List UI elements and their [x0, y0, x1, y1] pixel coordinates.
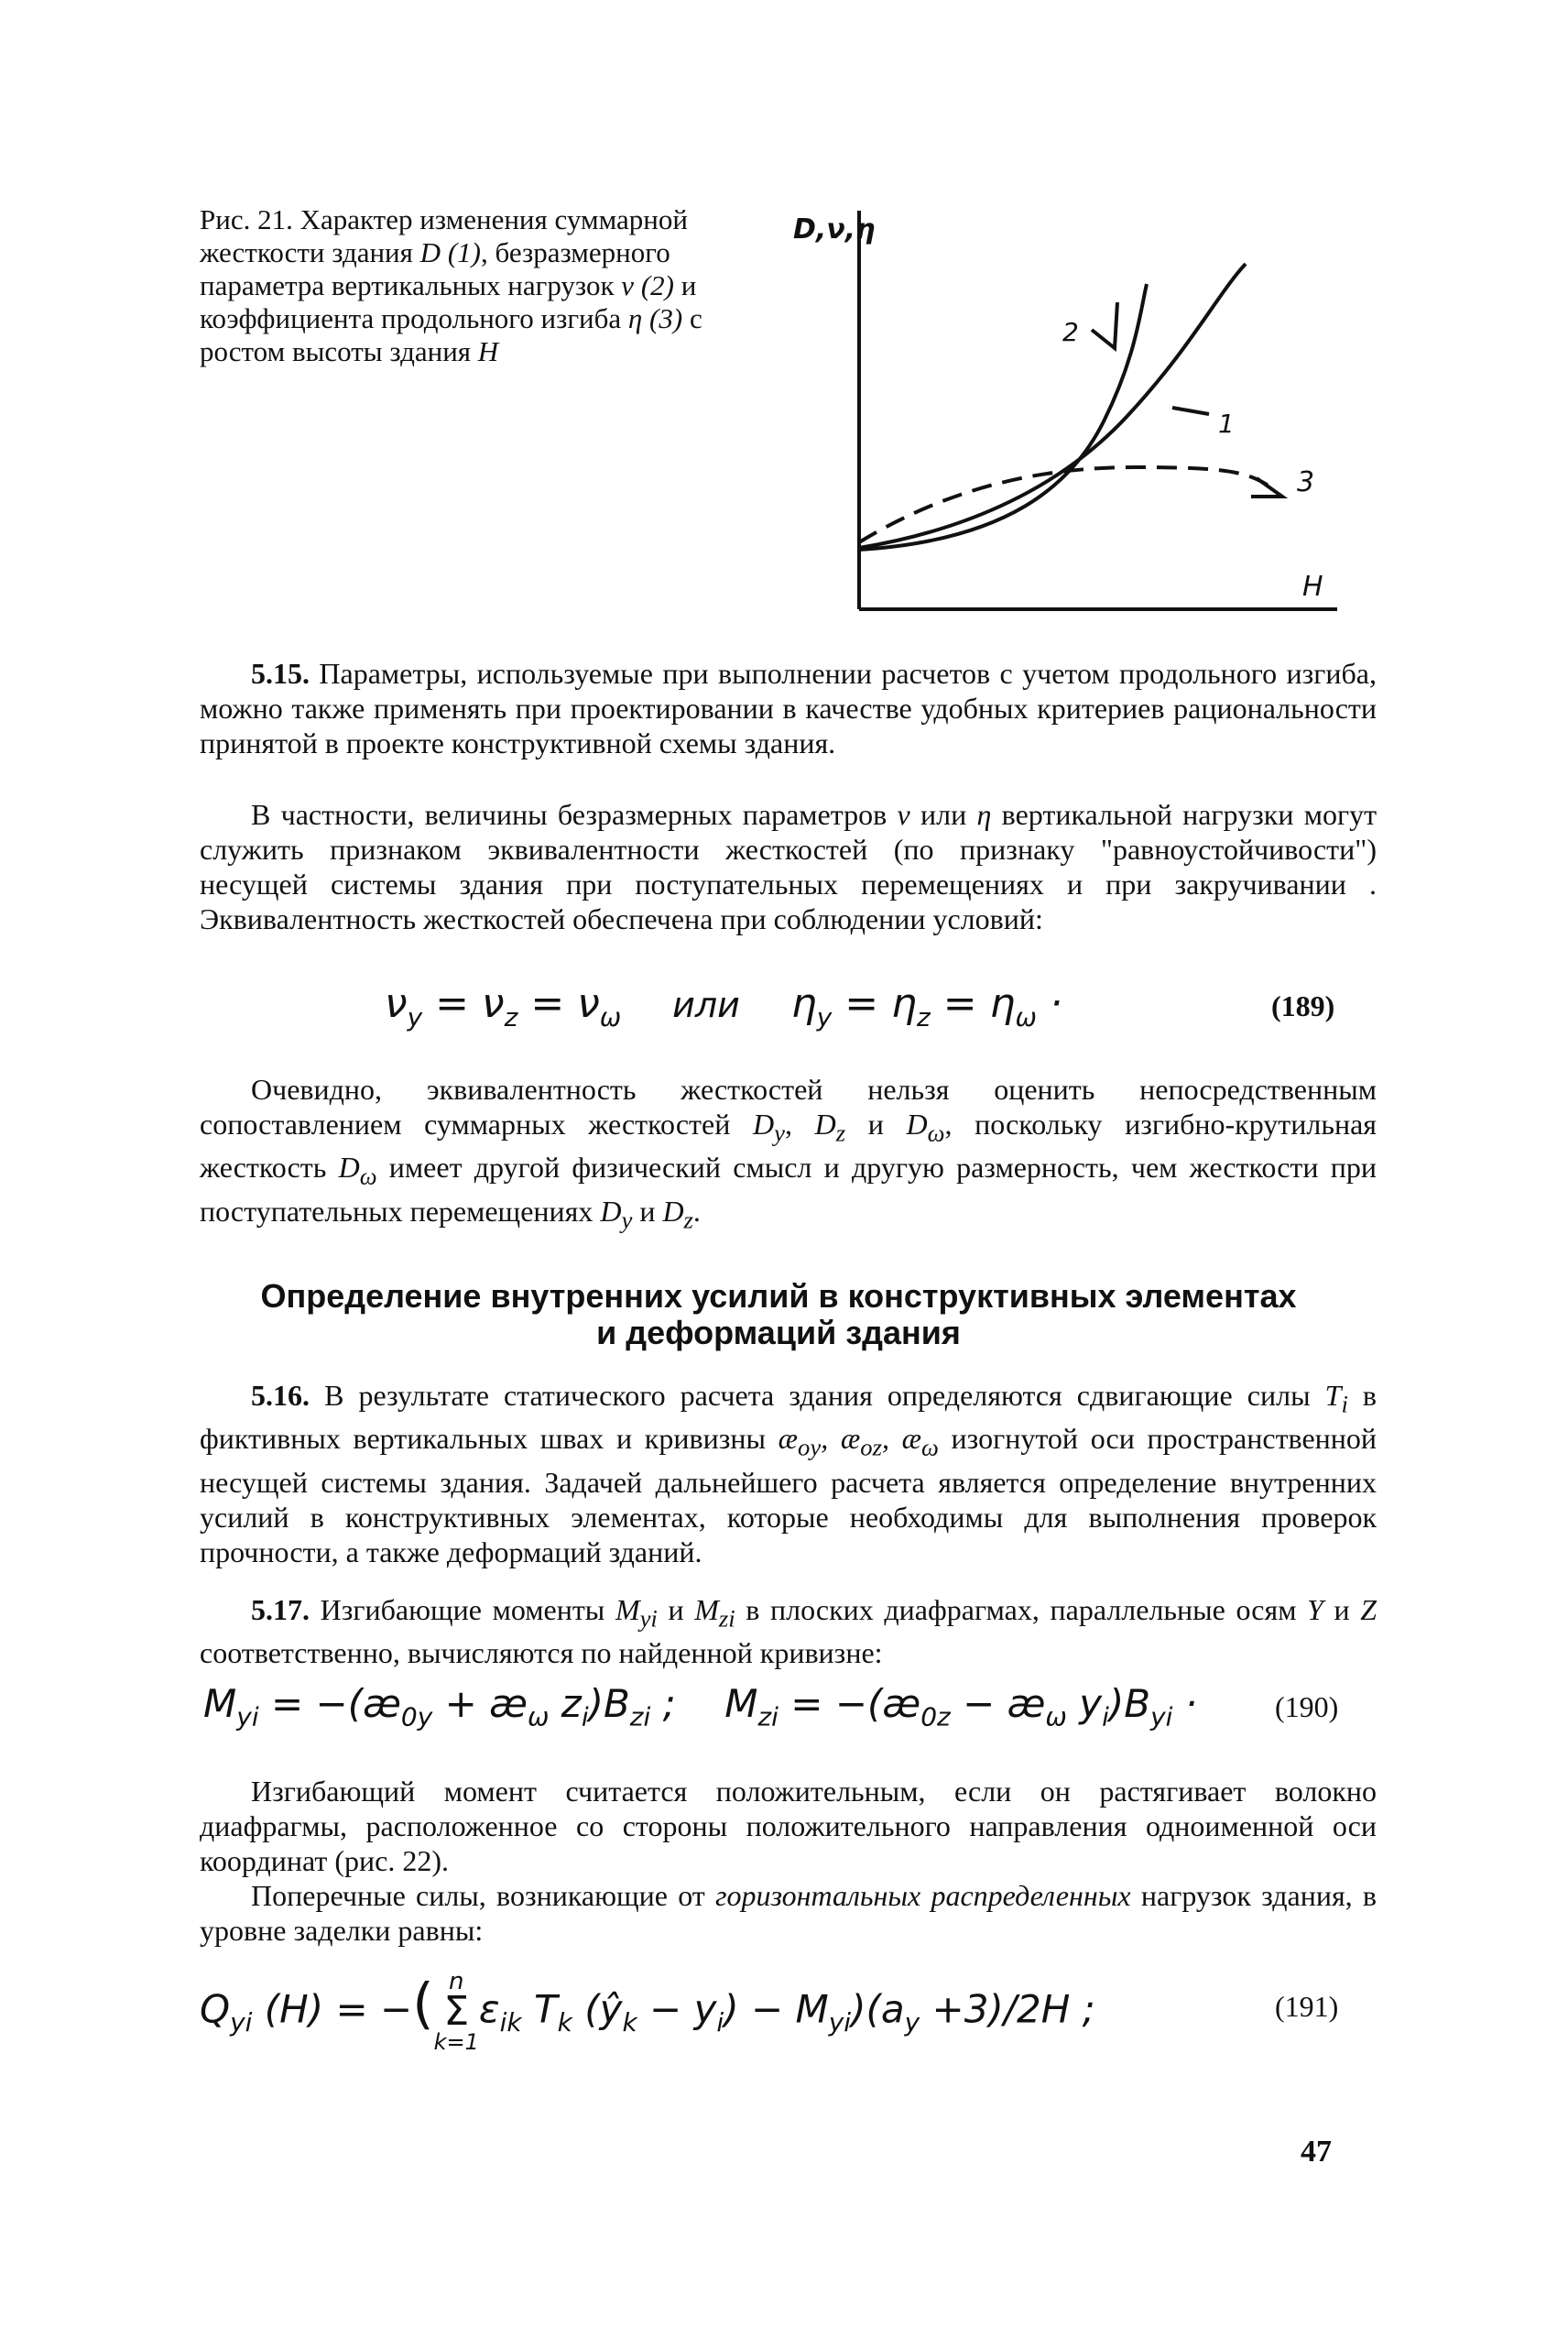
stiffness-graph — [788, 192, 1374, 632]
equation-number-191: (191) — [1275, 1990, 1339, 2023]
curve-label-2: 2 — [1062, 317, 1079, 347]
curve-label-3: 3 — [1297, 466, 1315, 498]
equation-number-190: (190) — [1275, 1690, 1339, 1723]
page-number: 47 — [1301, 2135, 1332, 2169]
paragraph-bending-sign: Изгибающий момент считается положительным, если он растягивает волокно диафрагмы, расположенное со стороны положительного направления одноименной оси координат (рис. 22). — [200, 1775, 1377, 1877]
leader-1 — [1172, 408, 1209, 414]
paragraph-5-17: 5.17. Изгибающие моменты $M_{yi}$ и $M_{zi}$ в плоских диафрагмах, параллельные осям Y и Z соответственно, вычисляются по найденной кривизне: — [200, 1593, 1377, 1670]
figure-label: Рис. 21. — [200, 203, 293, 235]
equation-191: $Q_{yi}$ (H) = −( n Σ k=1 $\varepsilon_{ik}$ $T_k$ $(ŷ_k - y_i) - M_{yi})(a_y +3)/2H$ ; — [200, 1968, 1095, 2055]
figure-caption: Рис. 21. Характер изменения суммарной жесткости здания D (1), безразмерного параметра вертикальных нагрузок ν (2) и коэффициента продольного изгиба η (3) с ростом высоты здания H — [200, 203, 702, 367]
x-axis-label: H — [1302, 571, 1323, 603]
curve-label-1: 1 — [1218, 409, 1235, 439]
paragraph-obviously: Очевидно, эквивалентность жесткостей нельзя оценить непосредственным сопоставлением суммарных жесткостей $D_y$, $D_z$ и $D_\omega$, поскольку изгибно-крутильная жесткость $D_\omega$ имеет другой физический смысл и другую размерность, чем жесткости при поступательных перемещениях $D_y$ и $D_z$. — [200, 1073, 1377, 1234]
curve-2 — [859, 284, 1147, 550]
section-heading: Определение внутренних усилий в конструктивных элементах и деформаций здания — [260, 1277, 1297, 1351]
paragraph-shear: Поперечные силы, возникающие от горизонтальных распределенных нагрузок здания, в уровне заделки равны: — [200, 1879, 1377, 1947]
leader-2 — [1092, 302, 1117, 348]
paragraph-particular: В частности, величины безразмерных параметров ν или η вертикальной нагрузки могут служить признаком эквивалентности жесткостей (по признаку "равноустойчивости") несущей системы здания при поступательных перемещениях и при закручивании . Эквивалентность жесткостей обеспечена при соблюдении условий: — [200, 798, 1377, 935]
y-axis-label: D,ν,η — [793, 213, 876, 246]
equation-number-189: (189) — [1271, 989, 1335, 1022]
paragraph-5-16: 5.16. В результате статического расчета здания определяются сдвигающие силы $T_i$ в фиктивных вертикальных швах и кривизны $æ_{oy}$, $æ_{oz}$, $æ_\omega$ изогнутой оси пространственной несущей системы здания. Задачей дальнейшего расчета является определение внутренних усилий в конструктивных элементах, которые необходимы для выполнения проверок прочности, а также деформаций зданий. — [200, 1379, 1377, 1568]
equation-189: $\nu_y = \nu_z = \nu_\omega$ или $\eta_y = \eta_z = \eta_\omega$ · — [385, 980, 1062, 1032]
curve-1 — [859, 264, 1246, 548]
equation-190: $M_{yi}$ = $-(æ_{0y}$ + $æ_\omega$ $z_i)B_{zi}$ ; $M_{zi}$ = $-(æ_{0z}$ − $æ_\omega$ $y_i)B_{yi}$ · — [203, 1681, 1198, 1732]
paragraph-5-15: 5.15. Параметры, используемые при выполнении расчетов с учетом продольного изгиба, можно также применять при проектировании в качестве удобных критериев рациональности принятой в проекте конструктивной схемы здания. — [200, 657, 1377, 759]
leader-3 — [1251, 478, 1282, 497]
